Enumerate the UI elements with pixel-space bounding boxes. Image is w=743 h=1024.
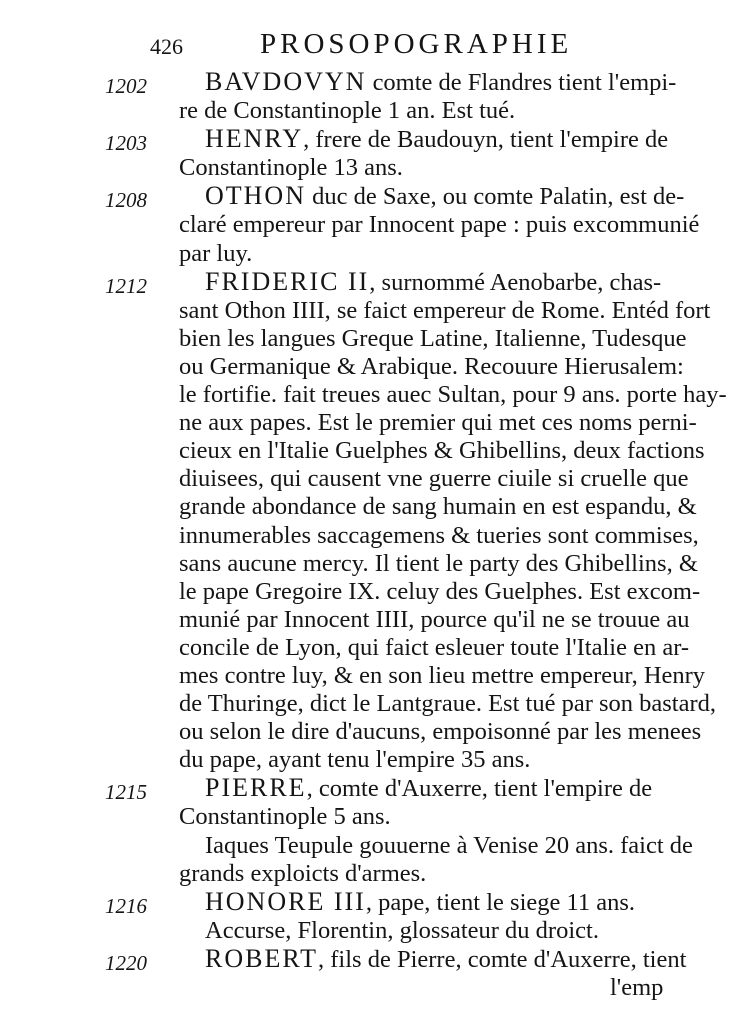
entry-line: Accurse, Florentin, glossateur du droict.	[205, 916, 599, 944]
entry-name: BAVDOVYN	[205, 67, 367, 96]
chronicle-entry	[0, 125, 743, 182]
entry-line: sans aucune mercy. Il tient le party des Ghibellins, &	[179, 549, 698, 577]
entry-line: innumerables saccagemens & tueries sont commises,	[179, 521, 699, 549]
entry-line: concile de Lyon, qui faict esleuer toute l'Italie en ar-	[179, 633, 690, 661]
entry-name: PIERRE	[205, 773, 307, 803]
entry-text: , comte d'Auxerre, tient l'empire de	[306, 775, 653, 803]
entry-line: claré empereur par Innocent pape : puis excommunié	[179, 211, 700, 239]
entry-line: bien les langues Greque Latine, Italienne, Tudesque	[179, 324, 687, 352]
year-marginal: 1212	[105, 273, 147, 298]
entry-text: , fils de Pierre, comte d'Auxerre, tient	[318, 945, 687, 973]
page-number: 426	[150, 34, 183, 59]
entry-line: ou selon le dire d'aucuns, empoisonné par les menees	[179, 718, 702, 746]
entry-line: par luy.	[179, 239, 253, 267]
entry-line: le pape Gregoire IX. celuy des Guelphes. Est excom-	[179, 577, 701, 605]
entry-line: Constantinople 5 ans.	[179, 803, 391, 831]
catchword: l'emp	[610, 974, 664, 1001]
entry-line: ne aux papes. Est le premier qui met ces noms perni-	[179, 409, 697, 437]
chronicle-entry	[0, 774, 743, 831]
chronicle-entry	[0, 182, 743, 267]
entry-line: mes contre luy, & en son lieu mettre empereur, Henry	[179, 661, 706, 689]
entry-line: munié par Innocent IIII, pource qu'il ne se trouue au	[179, 605, 690, 633]
chronicle-entry	[0, 68, 743, 125]
entry-line: Constantinople 13 ans.	[179, 154, 403, 182]
entry-line: le fortifie. fait treues auec Sultan, pour 9 ans. porte hay-	[179, 381, 727, 409]
running-title: PROSOPOGRAPHIE	[260, 28, 573, 60]
entry-line: du pape, ayant tenu l'empire 35 ans.	[179, 746, 531, 774]
year-marginal: 1215	[105, 780, 147, 805]
year-marginal: 1202	[105, 74, 147, 98]
entry-text: duc de Saxe, ou comte Palatin, est de-	[306, 183, 685, 211]
year-marginal: 1216	[105, 893, 147, 918]
entry-text: , pape, tient le siege 11 ans.	[365, 888, 636, 916]
entry-line: grande abondance de sang humain en est espandu, &	[179, 493, 697, 521]
entry-name: HONORE III	[205, 886, 366, 916]
entry-line: sant Othon IIII, se faict empereur de Rome. Entéd fort	[179, 296, 711, 324]
entry-line: de Thuringe, dict le Lantgraue. Est tué par son bastard,	[179, 690, 717, 718]
entry-name: ROBERT	[205, 943, 319, 973]
year-marginal: 1220	[105, 950, 147, 975]
entry-line: ou Germanique & Arabique. Recouure Hierusalem:	[179, 352, 684, 380]
chronicle-entry	[0, 268, 743, 775]
entry-first-line: Iaques Teupule gouuerne à Venise 20 ans. faict de	[205, 831, 693, 859]
entry-name: HENRY	[205, 124, 304, 154]
entry-line: diuisees, qui causent vne guerre ciuile si cruelle que	[179, 465, 689, 493]
entry-text: , surnommé Aenobarbe, chas-	[369, 268, 662, 296]
chronicle-entry	[0, 888, 743, 945]
page-header	[150, 28, 670, 64]
entry-text: comte de Flandres tient l'empi-	[366, 69, 677, 96]
entry-line: grands exploicts d'armes.	[179, 859, 427, 887]
chronicle-entry	[0, 945, 743, 974]
text-body	[0, 68, 743, 1002]
year-marginal: 1203	[105, 131, 147, 156]
chronicle-entry	[0, 832, 743, 888]
entry-line: re de Constantinople 1 an. Est tué.	[179, 97, 516, 125]
entry-name: FRIDERIC II	[205, 266, 370, 296]
entry-text: , frere de Baudouyn, tient l'empire de	[303, 126, 669, 154]
entry-line: cieux en l'Italie Guelphes & Ghibellins, deux factions	[179, 437, 705, 465]
entry-name: OTHON	[205, 181, 306, 211]
year-marginal: 1208	[105, 188, 147, 213]
